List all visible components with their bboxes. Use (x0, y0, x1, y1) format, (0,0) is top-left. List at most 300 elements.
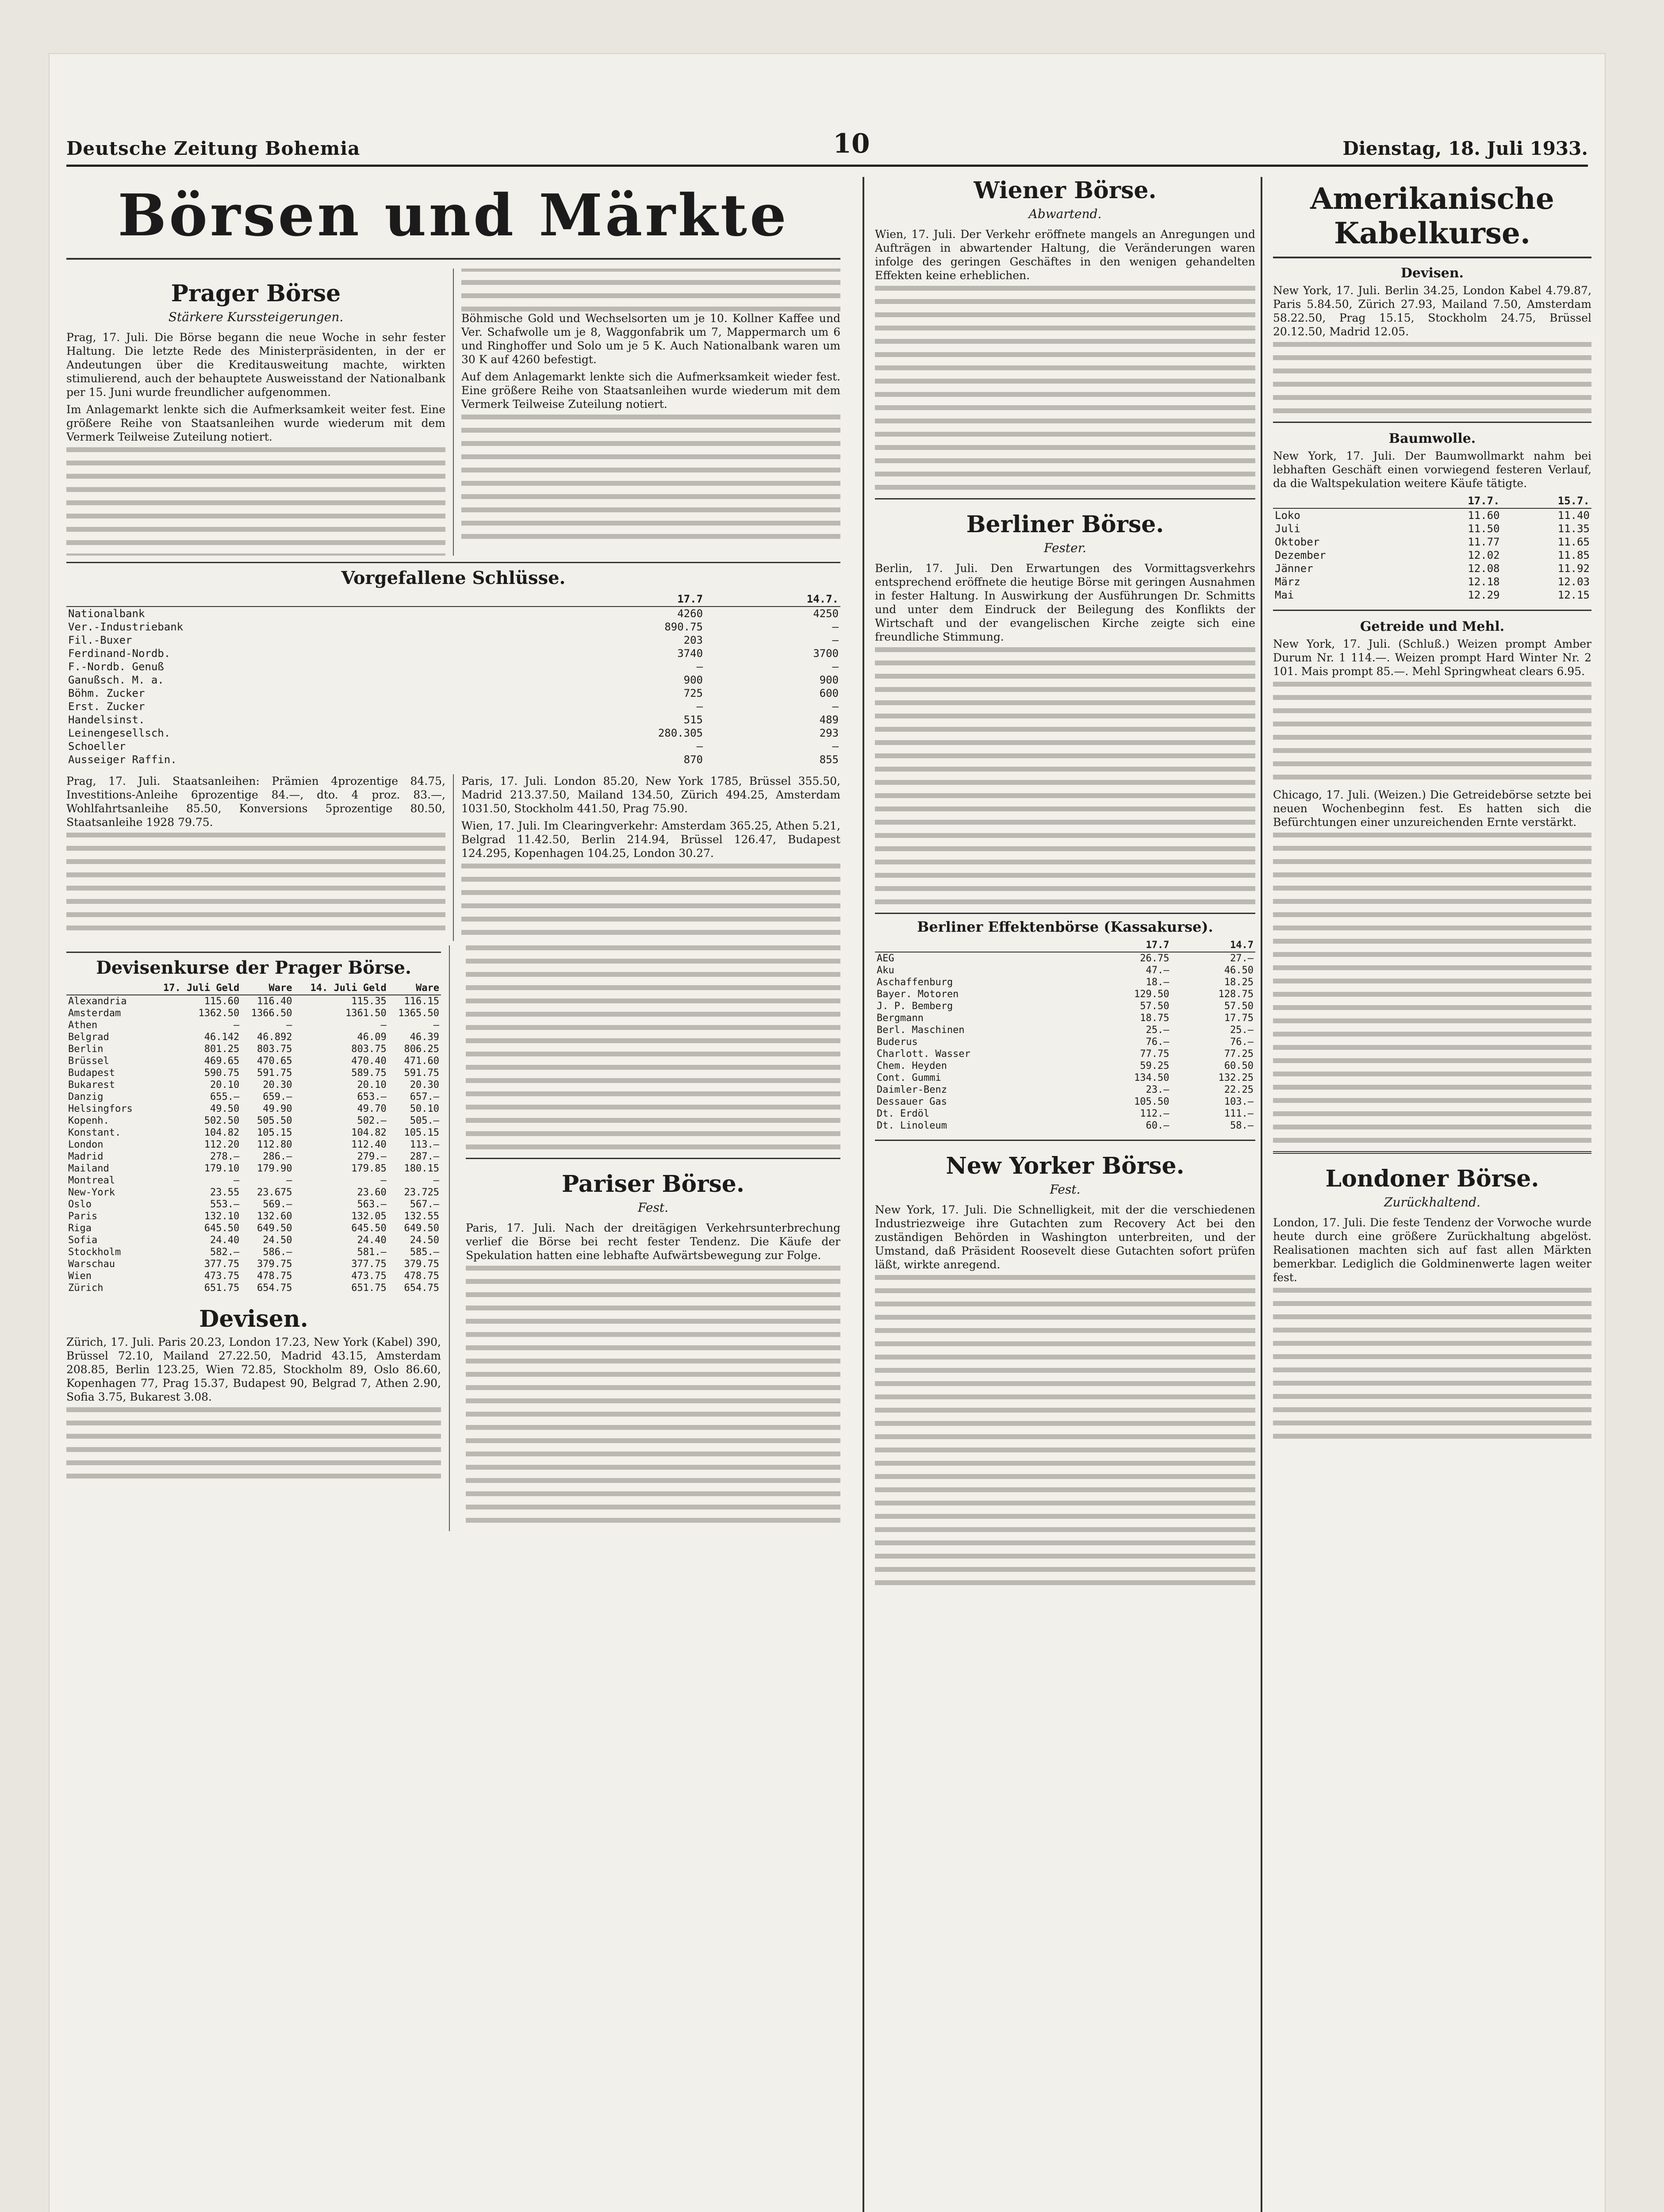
table-cell: 18.25 (1224, 977, 1254, 988)
exchange-rate-row (66, 995, 441, 1007)
table-cell: Brüssel (68, 1055, 109, 1067)
table-cell: — (286, 1019, 292, 1031)
transaction-row (66, 713, 840, 726)
table-cell: 505.— (410, 1115, 439, 1126)
table-cell: AEG (877, 953, 894, 964)
table-cell: Stockholm (68, 1246, 121, 1258)
exchange-rate-row (66, 1187, 441, 1198)
table-cell: 870 (683, 753, 703, 766)
table-cell: 24.40 (210, 1234, 240, 1246)
table-cell: 801.25 (204, 1043, 240, 1055)
exchange-rate-row (66, 1151, 441, 1163)
table-cell: März (1275, 576, 1300, 588)
table-cell: 132.60 (257, 1210, 292, 1222)
table-cell: 655.— (210, 1091, 240, 1102)
table-cell: 645.50 (351, 1222, 387, 1234)
table-cell: 22.25 (1224, 1084, 1254, 1095)
table-cell: 591.75 (257, 1067, 292, 1079)
table-cell: — (832, 740, 839, 753)
table-cell: — (832, 620, 839, 633)
table-cell: 293 (819, 726, 839, 739)
table-cell: 24.40 (357, 1234, 387, 1246)
table-cell: 12.15 (1557, 589, 1590, 601)
table-cell: 502.50 (204, 1115, 240, 1126)
transaction-row (66, 740, 840, 753)
table-cell: 280.305 (658, 726, 703, 739)
table-cell: Montreal (68, 1175, 115, 1186)
table-cell: — (832, 634, 839, 646)
table-cell: 471.60 (404, 1055, 439, 1067)
table-cell: 654.75 (404, 1282, 439, 1294)
table-cell: 653.— (357, 1091, 387, 1102)
table-cell: 567.— (410, 1198, 439, 1210)
table-cell: 18.75 (1140, 1013, 1169, 1024)
table-cell: — (233, 1175, 240, 1186)
table-cell: 11.50 (1468, 522, 1500, 535)
table-cell: 3700 (813, 647, 839, 660)
newspaper-name: Deutsche Zeitung Bohemia (66, 138, 360, 159)
table-cell: 105.50 (1134, 1096, 1169, 1107)
effekten-row (875, 1108, 1255, 1120)
table-cell: 77.25 (1224, 1048, 1254, 1060)
table-cell: Paris (68, 1210, 98, 1222)
table-cell: 11.65 (1557, 536, 1590, 548)
effekten-row (875, 988, 1255, 1000)
table-cell: 515 (683, 713, 703, 726)
table-cell: 180.15 (404, 1163, 439, 1174)
table-cell: 478.75 (257, 1270, 292, 1282)
table-cell: 17.75 (1224, 1013, 1254, 1024)
table-cell: Sofia (68, 1234, 98, 1246)
devisen-para: Zürich, 17. Juli. Paris 20.23, London 17.23, New York (Kabel) 390, Brüssel 72.10, Mailand 27.22.50, Madrid 43.15, Amsterdam 208.85, Berlin 123.25, Wien 72.85, Stockholm 89, Oslo 86.60, Kopenhagen 77, Prag 15.37, Budapest 90, Belgrad 7, Athen 2.90, Sofia 3.75, Bukarest 3.08. (66, 1335, 441, 1403)
table-cell: 11.92 (1557, 562, 1590, 575)
right-column (1261, 177, 1591, 2212)
table-cell: 4260 (677, 607, 703, 620)
table-cell: — (233, 1019, 240, 1031)
exchange-rate-row (66, 1043, 441, 1055)
berlin-title: Berliner Börse. (966, 511, 1164, 538)
table-cell: Ferdinand-Nordb. (68, 647, 171, 660)
table-cell: 112.20 (204, 1139, 240, 1150)
table-cell: 132.05 (351, 1210, 387, 1222)
table-cell: 649.50 (257, 1222, 292, 1234)
table-cell: Athen (68, 1019, 98, 1031)
transaction-row (66, 753, 840, 766)
table-cell: Warschau (68, 1258, 115, 1270)
table-cell: Budapest (68, 1067, 115, 1079)
transaction-row (66, 660, 840, 673)
table-cell: Fil.-Buxer (68, 634, 132, 646)
cotton-row (1273, 508, 1591, 522)
table-cell: Ver.-Industriebank (68, 620, 184, 633)
transaction-row (66, 700, 840, 713)
table-cell: Dt. Erdöl (877, 1108, 930, 1119)
table-cell: 591.75 (404, 1067, 439, 1079)
table-cell: Juli (1275, 522, 1300, 535)
table-cell: 890.75 (664, 620, 703, 633)
table-cell: Aschaffenburg (877, 977, 953, 988)
table-cell: 24.50 (263, 1234, 292, 1246)
table-cell: 23.60 (357, 1187, 387, 1198)
exchange-rate-row (66, 1258, 441, 1270)
bonds-para: Prag, 17. Juli. Staatsanleihen: Prämien 4prozentige 84.75, Investitions-Anleihe 6prozentige 84.—, dto. 4 proz. 83.—, Wohlfahrtsanleihe 85.50, Konversions 5prozentige 80.50, Staatsanleihe 1928 79.75. (66, 774, 445, 829)
exchange-rate-row (66, 1139, 441, 1151)
table-cell: 377.75 (351, 1258, 387, 1270)
cotton-row (1273, 522, 1591, 535)
table-cell: 24.50 (410, 1234, 439, 1246)
table-cell: 478.75 (404, 1270, 439, 1282)
exchange-rate-row (66, 1067, 441, 1079)
table-cell: 134.50 (1134, 1072, 1169, 1083)
table-cell: — (380, 1019, 387, 1031)
effekten-row (875, 976, 1255, 988)
table-cell: 586.— (263, 1246, 292, 1258)
table-cell: Nationalbank (68, 607, 145, 620)
table-cell: Bukarest (68, 1079, 115, 1091)
table-cell: 104.82 (204, 1127, 240, 1138)
berlin-para: Berlin, 17. Juli. Den Erwartungen des Vormittagsverkehrs entsprechend eröffnete die heutige Börse mit geringen Ausnahmen in fester Haltung. In Auswirkung der Ausführungen Dr. Schmitts und unter dem Eindruck der Beilegung des Konflikts der Wirtschaft und der evangelischen Kirche zeigte sich eine freundliche Stimmung. (875, 562, 1255, 643)
table-cell: Jänner (1275, 562, 1313, 575)
table-cell: Mai (1275, 589, 1294, 601)
table-cell: 115.60 (204, 995, 240, 1007)
exchange-rate-row (66, 1007, 441, 1019)
table-cell: 115.35 (351, 995, 387, 1007)
table-cell: 379.75 (404, 1258, 439, 1270)
main-column (66, 177, 840, 2212)
table-cell: 379.75 (257, 1258, 292, 1270)
table-cell: 11.35 (1557, 522, 1590, 535)
cotton-row (1273, 588, 1591, 602)
table-cell: 563.— (357, 1198, 387, 1210)
exchange-rates-table: 17. Juli Geld Ware 14. Juli Geld Ware Alexandria 115.60 116.40 115.35 116.15 Amsterdam 1362.50 1366.50 1361.50 1365.50 Athen — — — — Belgrad 46.142 46.892 46.09 46.39 Berlin 801.25 803.75 803.75 806.25 Brüssel 469.65 470.65 470.40 471.60 Budapest 590.75 591.75 589.75 591.75 Bukarest 20.10 20.30 20.10 20.30 Danzig 655.— 659.— 653.— 657.— Helsingfors 49.50 49.90 49.70 50.10 Kopenh. 502.50 505.50 502.— 505.— Konstant. 104.82 105.15 104.82 105.15 London 112.20 112.80 112.40 113.— Madrid 278.— 286.— 279.— 287.— Mailand 179.10 179.90 179.85 180.15 Montreal — — — — New-York 23.55 23.675 23.60 23.725 Oslo 553.— 569.— 563.— 567.— Paris 132.10 132.60 132.05 132.55 Riga 645.50 649.50 645.50 649.50 Sofia 24.40 24.50 24.40 24.50 Stockholm 582.— 586.— 581.— 585.— Warschau 377.75 379.75 377.75 379.75 Wien 473.75 478.75 473.75 478.75 Zürich 651.75 654.75 651.75 654.75 (66, 982, 441, 1294)
table-cell: 1362.50 (198, 1007, 240, 1019)
table-cell: Oktober (1275, 536, 1320, 548)
table-cell: 47.— (1146, 965, 1169, 976)
cotton-row (1273, 562, 1591, 575)
cotton-para: New York, 17. Juli. Der Baumwollmarkt nahm bei lebhaften Geschäft einen vorwiegend festeren Verlauf, da die Waltspekulation weitere Käufe tätigte. (1273, 449, 1591, 490)
table-cell: 76.— (1146, 1037, 1169, 1048)
exchange-rate-row (66, 1019, 441, 1031)
transaction-row (66, 607, 840, 620)
exchange-rate-row (66, 1246, 441, 1258)
table-cell: 806.25 (404, 1043, 439, 1055)
table-cell: 659.— (263, 1091, 292, 1102)
effekten-row (875, 1072, 1255, 1084)
table-cell: 11.77 (1468, 536, 1500, 548)
table-cell: Erst. Zucker (68, 700, 145, 713)
table-cell: 76.— (1230, 1037, 1254, 1048)
exchange-rate-row (66, 1270, 441, 1282)
table-cell: Zürich (68, 1282, 104, 1294)
table-cell: 113.— (410, 1139, 439, 1150)
table-cell: Loko (1275, 509, 1300, 522)
right-devisen-title: Devisen. (1400, 265, 1464, 281)
vienna-title: Wiener Börse. (974, 177, 1157, 204)
exchange-rate-row (66, 1210, 441, 1222)
table-cell: Alexandria (68, 995, 127, 1007)
prague-subtitle: Stärkere Kurssteigerungen. (168, 310, 344, 324)
table-cell: 105.15 (257, 1127, 292, 1138)
issue-date: Dienstag, 18. Juli 1933. (1342, 138, 1588, 159)
table-cell: 111.— (1224, 1108, 1254, 1119)
exchange-rate-row (66, 1163, 441, 1175)
table-cell: — (696, 740, 703, 753)
table-cell: Dezember (1275, 549, 1326, 561)
cotton-title: Baumwolle. (1388, 431, 1476, 446)
newspaper-page (49, 53, 1606, 2212)
effekten-row (875, 1060, 1255, 1072)
berlin-effekten-table: 17.7 14.7 AEG 26.75 27.— Aku 47.— 46.50 Aschaffenburg 18.— 18.25 Bayer. Motoren 129.50 128.75 J. P. Bemberg 57.50 57.50 Bergmann 18.75 17.75 Berl. Maschinen 25.— 25.— Buderus 76.— 76.— Charlott. Wasser 77.75 77.25 Chem. Heyden 59.25 60.50 Cont. Gummi 134.50 132.25 Daimler-Benz 23.— 22.25 Dessauer Gas 105.50 103.— Dt. Erdöl 112.— 111.— Dt. Linoleum 60.— 58.— (875, 939, 1255, 1132)
main-two-column-text (66, 269, 840, 556)
exchange-rate-row (66, 1079, 441, 1091)
table-cell: 12.29 (1468, 589, 1500, 601)
table-cell: Cont. Gummi (877, 1072, 941, 1083)
table-cell: Amsterdam (68, 1007, 121, 1019)
effekten-row (875, 1048, 1255, 1060)
transaction-row (66, 647, 840, 660)
page-title: Börsen und Märkte (66, 181, 840, 260)
transactions-table: 17.7 14.7. Nationalbank 4260 4250 Ver.-Industriebank 890.75 — Fil.-Buxer 203 — Ferdinand-Nordb. 3740 3700 F.-Nordb. Genuß — — Ganußsch. M. a. 900 900 Böhm. Zucker 725 600 Erst. Zucker — — Handelsinst. 515 489 Leinengesellsch. 280.305 293 Schoeller — — Ausseiger Raffin. 870 855 (66, 592, 840, 766)
table-cell: Leinengesellsch. (68, 726, 171, 739)
table-cell: F.-Nordb. Genuß (68, 660, 164, 673)
table-cell: — (696, 700, 703, 713)
table-cell: 553.— (210, 1198, 240, 1210)
lower-two-column (66, 774, 840, 941)
table-cell: 803.75 (257, 1043, 292, 1055)
cotton-row (1273, 575, 1591, 588)
table-cell: Chem. Heyden (877, 1060, 947, 1071)
table-cell: 49.70 (357, 1103, 387, 1114)
table-cell: 112.80 (257, 1139, 292, 1150)
table-cell: 112.— (1140, 1108, 1169, 1119)
table-cell: Mailand (68, 1163, 109, 1174)
table-cell: 49.50 (210, 1103, 240, 1114)
berlin-sub: Fester. (1044, 541, 1086, 555)
grain-para: New York, 17. Juli. (Schluß.) Weizen prompt Amber Durum Nr. 1 114.—. Weizen prompt Hard Winter Nr. 2 101. Mais prompt 85.—. Mehl Springwheat clears 6.95. (1273, 637, 1591, 678)
mid-para-2: Auf dem Anlagemarkt lenkte sich die Aufmerksamkeit wieder fest. Eine größere Reihe von Staatsanleihen wurde wiederum mit dem Vermerk Teilweise Zuteilung notiert. (461, 370, 840, 411)
vienna-sub: Abwartend. (1028, 207, 1102, 221)
table-cell: Daimler-Benz (877, 1084, 947, 1095)
effekten-row (875, 964, 1255, 976)
prague-para-2: Im Anlagemarkt lenkte sich die Aufmerksamkeit weiter fest. Eine größere Reihe von Staatsanleihen wurde wiederum mit dem Vermerk Teilweise Zuteilung notiert. (66, 403, 445, 443)
table-cell: Oslo (68, 1198, 92, 1210)
table-cell: — (286, 1175, 292, 1186)
table-cell: Charlott. Wasser (877, 1048, 970, 1060)
effekten-row (875, 952, 1255, 964)
table-cell: Ausseiger Raffin. (68, 753, 177, 766)
table-cell: Schoeller (68, 740, 126, 753)
right-devisen-para: New York, 17. Juli. Berlin 34.25, London Kabel 4.79.87, Paris 5.84.50, Zürich 27.93, Mailand 7.50, Amsterdam 58.22.50, Prag 15.15, Stockholm 24.75, Brüssel 20.12.50, Madrid 12.05. (1273, 284, 1591, 338)
table-cell: Wien (68, 1270, 92, 1282)
table-cell: 651.75 (204, 1282, 240, 1294)
cotton-row (1273, 535, 1591, 549)
table-cell: 1365.50 (398, 1007, 439, 1019)
table-cell: Helsingfors (68, 1103, 133, 1114)
table-cell: 651.75 (351, 1282, 387, 1294)
table-cell: 590.75 (204, 1067, 240, 1079)
table-cell: 725 (683, 687, 703, 699)
table-cell: 46.39 (410, 1031, 439, 1043)
table-cell: 20.30 (263, 1079, 292, 1091)
table-cell: 569.— (263, 1198, 292, 1210)
prague-para-1: Prag, 17. Juli. Die Börse begann die neue Woche in sehr fester Haltung. Die letzte Rede des Ministerpräsidenten, in der er Andeutungen über die Kreditausweitung machte, wirkten stimulierend, auch der behauptete Ausweisstand der Nationalbank per 15. Juni wurde freundlicher aufgenommen. (66, 331, 445, 399)
table-cell: 60.50 (1224, 1060, 1254, 1071)
table-cell: — (832, 660, 839, 673)
table-cell: Dt. Linoleum (877, 1120, 947, 1131)
table-cell: 57.50 (1140, 1001, 1169, 1012)
table-cell: Handelsinst. (68, 713, 145, 726)
table-cell: Danzig (68, 1091, 104, 1102)
effekten-row (875, 1120, 1255, 1132)
table-cell: 132.55 (404, 1210, 439, 1222)
table-cell: 4250 (813, 607, 839, 620)
table-cell: 23.— (1146, 1084, 1169, 1095)
table-cell: 179.90 (257, 1163, 292, 1174)
table-cell: 26.75 (1140, 953, 1169, 964)
table-cell: 132.25 (1218, 1072, 1254, 1083)
paris-title: Pariser Börse. (562, 1170, 744, 1198)
transaction-row (66, 687, 840, 700)
exchange-rate-row (66, 1055, 441, 1067)
table-cell: 803.75 (351, 1043, 387, 1055)
exchange-rate-row (66, 1234, 441, 1246)
table-cell: 179.10 (204, 1163, 240, 1174)
effekten-row (875, 1000, 1255, 1012)
table-cell: London (68, 1139, 104, 1150)
table-cell: 645.50 (204, 1222, 240, 1234)
newyork-para: New York, 17. Juli. Die Schnelligkeit, mit der die verschiedenen Industriezweige ihre Gutachten zum Recovery Act bei den zuständigen Behörden in Washington unterbreiten, und der Umstand, daß Präsident Roosevelt diese Gutachten sofort prüfen läßt, wirkte anregend. (875, 1203, 1255, 1271)
table-cell: 900 (819, 673, 839, 686)
grain-title: Getreide und Mehl. (1360, 619, 1505, 634)
table-cell: 582.— (210, 1246, 240, 1258)
exchange-rate-row (66, 1103, 441, 1115)
table-cell: 585.— (410, 1246, 439, 1258)
table-cell: 77.75 (1140, 1048, 1169, 1060)
vienna-para: Wien, 17. Juli. Der Verkehr eröffnete mangels an Anregungen und Aufträgen in abwartender Haltung, die Veränderungen waren infolge des geringen Geschäftes in den wenigen gehandelten Effekten keine erheblichen. (875, 228, 1255, 282)
table-cell: 11.40 (1557, 509, 1590, 522)
table-cell: 25.— (1146, 1025, 1169, 1036)
table-cell: 116.15 (404, 995, 439, 1007)
table-cell: 12.02 (1468, 549, 1500, 561)
table-cell: Aku (877, 965, 894, 976)
table-cell: 57.50 (1224, 1001, 1254, 1012)
table-cell: 654.75 (257, 1282, 292, 1294)
table-cell: 46.142 (204, 1031, 240, 1043)
table-cell: — (433, 1019, 439, 1031)
table-cell: 286.— (263, 1151, 292, 1162)
table-cell: 23.725 (404, 1187, 439, 1198)
table-cell: 470.65 (257, 1055, 292, 1067)
table-cell: 58.— (1230, 1120, 1254, 1131)
table-cell: 377.75 (204, 1258, 240, 1270)
table2-title: Devisenkurse der Prager Börse. (66, 952, 441, 978)
table-cell: 203 (683, 634, 703, 646)
table-cell: 649.50 (404, 1222, 439, 1234)
page-header (66, 119, 1588, 167)
table-cell: 27.— (1230, 953, 1254, 964)
table-cell: 657.— (410, 1091, 439, 1102)
table-cell: 46.09 (357, 1031, 387, 1043)
table-cell: 129.50 (1134, 989, 1169, 1000)
table-cell: 23.675 (257, 1187, 292, 1198)
middle-column (863, 177, 1255, 2212)
table-cell: 59.25 (1140, 1060, 1169, 1071)
table-cell: 470.40 (351, 1055, 387, 1067)
table-cell: 473.75 (351, 1270, 387, 1282)
table-cell: 505.50 (257, 1115, 292, 1126)
table-cell: 489 (819, 713, 839, 726)
table-cell: 128.75 (1218, 989, 1254, 1000)
table-cell: 60.— (1146, 1120, 1169, 1131)
table-cell: 473.75 (204, 1270, 240, 1282)
london-title: Londoner Börse. (1325, 1165, 1539, 1192)
table-cell: 11.60 (1468, 509, 1500, 522)
devisen-title: Devisen. (199, 1305, 308, 1333)
effekten-row (875, 1084, 1255, 1096)
page-number: 10 (833, 128, 870, 159)
london-sub: Zurückhaltend. (1384, 1195, 1480, 1210)
transaction-row (66, 673, 840, 687)
table-cell: Kopenh. (68, 1115, 109, 1126)
table-cell: 20.30 (410, 1079, 439, 1091)
table-cell: 46.50 (1224, 965, 1254, 976)
table-cell: 20.10 (210, 1079, 240, 1091)
exchange-rate-row (66, 1031, 441, 1043)
table-cell: 279.— (357, 1151, 387, 1162)
table-cell: Bayer. Motoren (877, 989, 959, 1000)
table-cell: 1366.50 (251, 1007, 292, 1019)
table-cell: 278.— (210, 1151, 240, 1162)
newyork-sub: Fest. (1050, 1182, 1081, 1197)
table-cell: Berlin (68, 1043, 104, 1055)
table-cell: — (696, 660, 703, 673)
table-cell: 46.892 (257, 1031, 292, 1043)
exchange-rate-row (66, 1175, 441, 1187)
table-cell: 12.03 (1557, 576, 1590, 588)
effekten-row (875, 1096, 1255, 1108)
exchange-rate-row (66, 1222, 441, 1234)
exchange-rate-row (66, 1115, 441, 1127)
exchange-rate-row (66, 1127, 441, 1139)
effekten-title: Berliner Effektenbörse (Kassakurse). (875, 913, 1255, 935)
table-cell: Riga (68, 1222, 92, 1234)
effekten-row (875, 1012, 1255, 1024)
paris-rates-para: Paris, 17. Juli. London 85.20, New York 1785, Brüssel 355.50, Madrid 213.37.50, Mailand 134.50, Zürich 494.25, Amsterdam 1031.50, Stockholm 441.50, Prag 75.90. (461, 774, 840, 815)
exchange-rate-row (66, 1091, 441, 1103)
exchange-rate-row (66, 1282, 441, 1294)
table-cell: 25.— (1230, 1025, 1254, 1036)
effekten-row (875, 1024, 1255, 1036)
table-cell: 3740 (677, 647, 703, 660)
mid-para-1: Böhmische Gold und Wechselsorten um je 10. Kollner Kaffee und Ver. Schafwolle um je 8, Waggonfabrik um 7, Mappermarch um 6 und Ringhoffer und Solo um je 5 K. Auch Nationalbank waren um 30 K auf 4260 befestigt. (461, 311, 840, 366)
table-cell: Ganußsch. M. a. (68, 673, 164, 686)
table-cell: 12.18 (1468, 576, 1500, 588)
table-cell: 50.10 (410, 1103, 439, 1114)
table-cell: 11.85 (1557, 549, 1590, 561)
cotton-row (1273, 549, 1591, 562)
paris-sub: Fest. (638, 1200, 668, 1215)
transaction-row (66, 726, 840, 740)
transaction-row (66, 620, 840, 634)
table-cell: 116.40 (257, 995, 292, 1007)
table-cell: 112.40 (351, 1139, 387, 1150)
table-cell: Dessauer Gas (877, 1096, 947, 1107)
table-cell: 49.90 (263, 1103, 292, 1114)
table-cell: New-York (68, 1187, 115, 1198)
table-cell: Madrid (68, 1151, 104, 1162)
table-cell: Buderus (877, 1037, 918, 1048)
table-cell: 179.85 (351, 1163, 387, 1174)
